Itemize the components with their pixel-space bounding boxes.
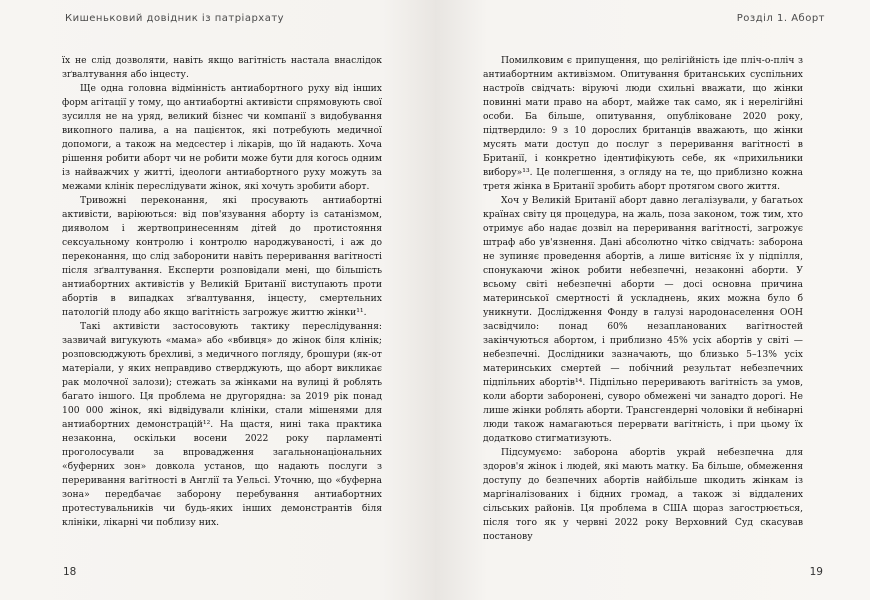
paragraph: Такі активісти застосовують тактику переслідування: зазвичай вигукують «мама» або «вбивця» до жінок біля клінік; розповсюджують брехливі, з медичного погляду, брошури (як-от матеріали, у яких неправдиво стверджують, що аборт викликає рак молочної залози); стежать за жінками на вулиці й роблять багато іншого. Ця проблема не другорядна: за 2019 рік понад 100 000 жінок, які відвідували клініки, стали мішенями для антиабортних демонстрацій¹². На щастя, нині така практика незаконна, оскільки восени 2022 року парламенті проголосували за впровадження загальнонаціональних «буферних зон» довкола установ, що надають послуги з переривання вагітності в Англії та Уельсі. Уточню, що «буферна зона» передбачає заборону перебування антиабортних протестувальників чи будь-яких інших демонстрантів біля клініки, лікарні чи поблизу них. xyxy=(62,321,382,528)
page-number: 19 xyxy=(809,566,823,578)
body-text xyxy=(62,54,382,530)
body-text xyxy=(483,54,803,544)
running-header: Кишеньковий довідник із патріархату xyxy=(65,13,285,24)
page-number: 18 xyxy=(63,566,77,578)
paragraph: Тривожні переконання, які просувають антиабортні активісти, варіюються: від пов'язування аборту із сатанізмом, дияволом і жертвопринесенням дітей до протистояння сексуальному контролю і контролю народжуваності, і аж до переконання, що слід заборонити навіть переривання вагітності після зґвалтування. Експерти розповідали мені, що більшість антиабортних активістів у Великій Британії виступають проти абортів в випадках зґвалтування, інцесту, смертельних патологій плоду або якщо вагітність загрожує життю жінки¹¹. xyxy=(62,195,382,318)
running-header: Розділ 1. Аборт xyxy=(736,13,825,24)
right-page xyxy=(435,0,870,600)
paragraph: Ще одна головна відмінність антиабортного руху від інших форм агітації у тому, що антиабортні активісти спрямовують свої зусилля не на уряд, великий бізнес чи компанії з видобування викопного палива, а на пацієнток, які потребують медичної допомоги, а також на медсестер і лікарів, що їй надають. Хоча рішення робити аборт чи не робити може бути для когось одним із найважчих у житті, ідеологи антиабортного руху можуть за межами клінік переслідувати жінок, які хочуть зробити аборт. xyxy=(62,83,382,192)
paragraph: Підсумуємо: заборона абортів украй небезпечна для здоров'я жінок і людей, які мають матку. Ба більше, обмеження доступу до безпечних абортів найбільше шкодить жінкам із маргіналізованих і бідних громад, а також зі віддалених сільських районів. Ця проблема в США щораз загострюється, після того як у червні 2022 року Верховний Суд скасував постанову xyxy=(483,447,803,542)
paragraph: їх не слід дозволяти, навіть якщо вагітність настала внаслідок зґвалтування або інцесту. xyxy=(62,55,382,80)
paragraph: Помилковим є припущення, що релігійність іде пліч-о-пліч з антиабортним активізмом. Опитування британських суспільних настроїв свідчать: віруючі люди схильні вважати, що жінки повинні мати право на аборт, майже так само, як і нерелігійні особи. Ба більше, опитування, опубліковане 2020 року, підтвердило: 9 з 10 дорослих британців вважають, що жінки мусять мати доступ до послуг з переривання вагітності в Британії, і конкретно ідентифікують себе, як «прихильники вибору»¹³. Це полегшення, з огляду на те, що приблизно кожна третя жінка в Британії зробить аборт протягом свого життя. xyxy=(483,55,803,192)
paragraph: Хоч у Великій Британії аборт давно легалізували, у багатьох країнах світу ця процедура, на жаль, поза законом, тож тим, хто отримує або надає дозвіл на переривання вагітності, загрожує штраф або ув'язнення. Дані абсолютно чітко свідчать: заборона не зупиняє проведення абортів, а лише витісняє їх у підпілля, спонукаючи жінок робити небезпечні, незаконні аборти. У всьому світі небезпечні аборти — досі основна причина материнської смертності й ускладнень, яких можна було б уникнути. Дослідження Фонду в галузі народонаселення ООН засвідчило: понад 60% незапланованих вагітностей закінчуються абортом, і приблизно 45% усіх абортів у світі — небезпечні. Дослідники зазначають, що близько 5–13% усіх материнських смертей — побічний результат небезпечних підпільних абортів¹⁴. Підпільно переривають вагітність за умов, коли аборти заборонені, суворо обмежені чи занадто дорогі. Не лише жінки роблять аборти. Трансгендерні чоловіки й небінарні люди також намагаються перервати вагітність, і при цьому їх додатково стигматизують. xyxy=(483,195,803,444)
